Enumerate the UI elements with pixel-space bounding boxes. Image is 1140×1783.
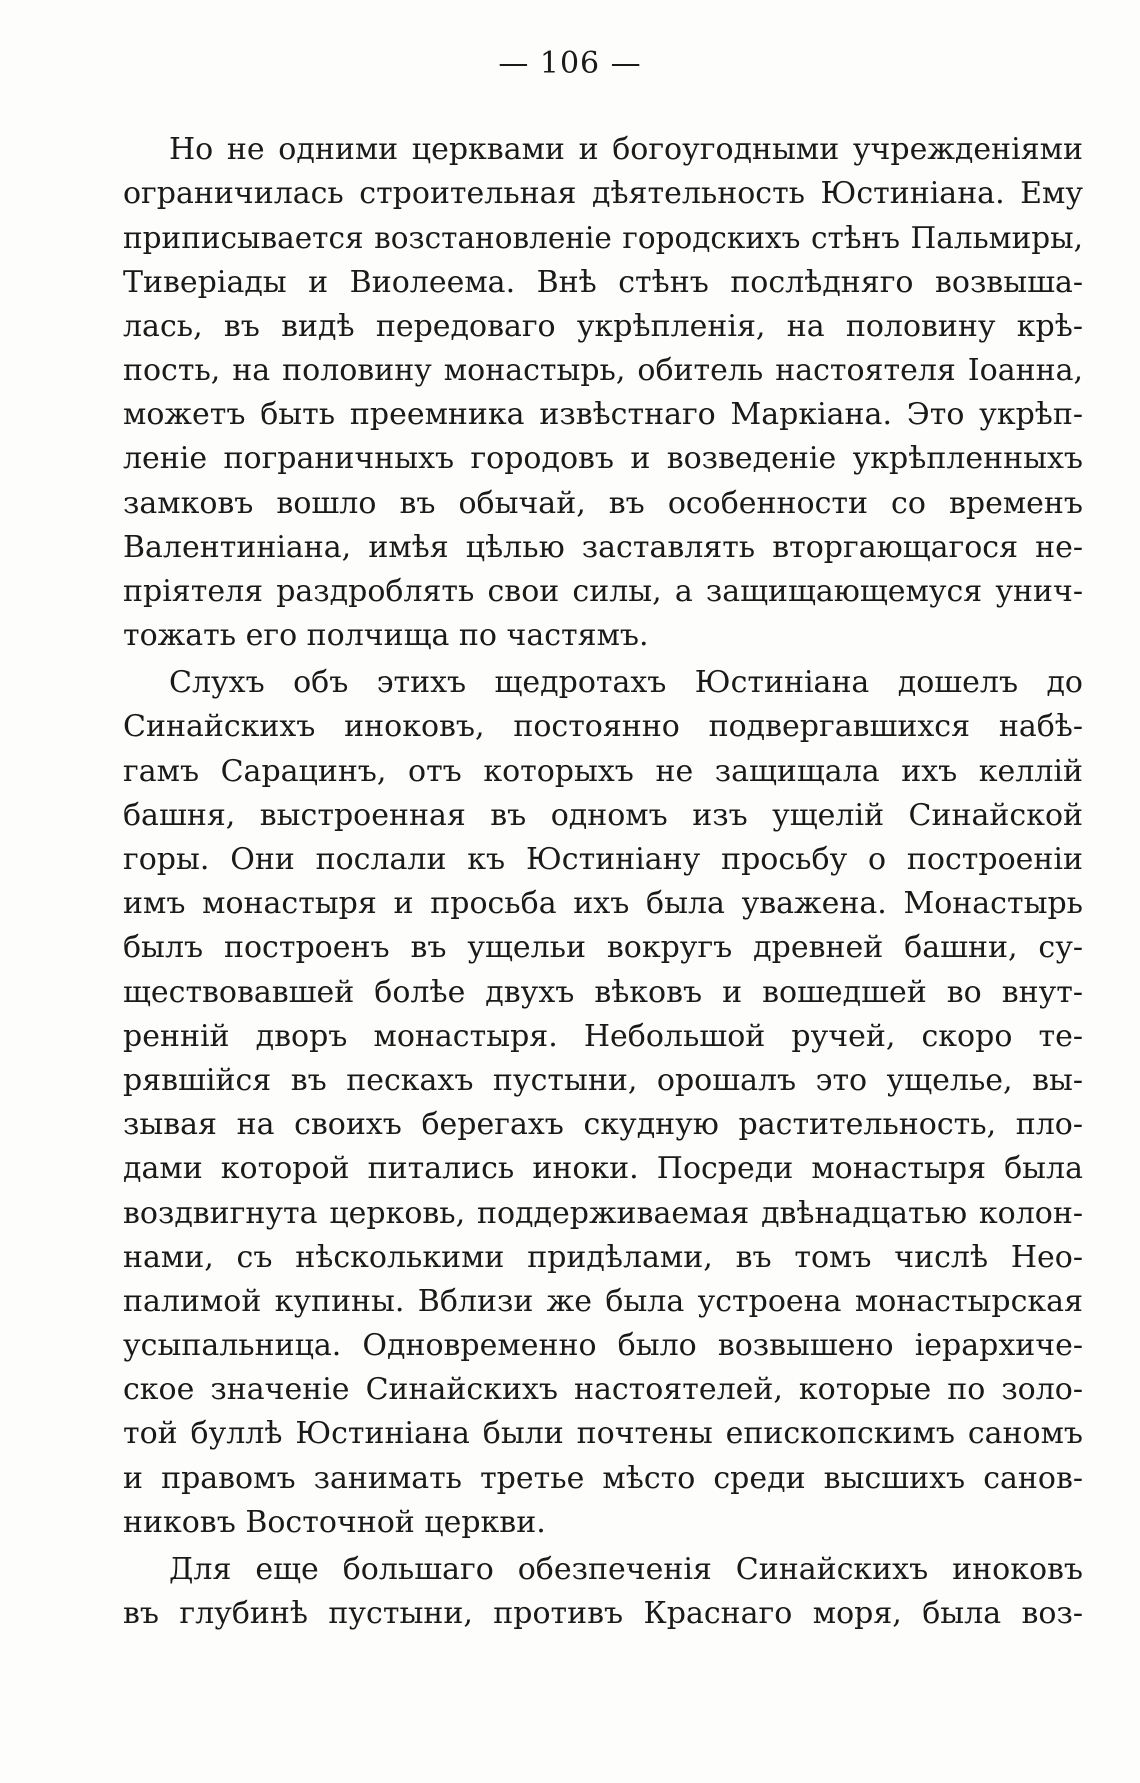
text-line: Синайскихъ иноковъ, постоянно подвергавшихся набѣ- bbox=[123, 709, 1083, 745]
text-line: ское значеніе Синайскихъ настоятелей, которые по золо- bbox=[123, 1372, 1083, 1408]
text-line: башня, выстроенная въ одномъ изъ ущелій Синайской bbox=[123, 797, 1083, 833]
text-line: Тиверіады и Виолеема. Внѣ стѣнъ послѣдняго возвыша- bbox=[123, 264, 1083, 300]
text-line: замковъ вошло въ обычай, въ особенности со временъ bbox=[123, 485, 1083, 521]
text-line: дами которой питались иноки. Посреди монастыря была bbox=[123, 1151, 1083, 1187]
text-line: ограничилась строительная дѣятельность Юстиніана. Ему bbox=[123, 176, 1083, 212]
text-line: Слухъ объ этихъ щедротахъ Юстиніана дошелъ до bbox=[169, 665, 1083, 701]
text-line: той буллѣ Юстиніана были почтены епископскимъ саномъ bbox=[123, 1416, 1083, 1452]
text-line: приписывается возстановленіе городскихъ стѣнъ Пальмиры, bbox=[123, 221, 1083, 256]
text-line: можетъ быть преемника извѣстнаго Маркіана. Это укрѣп- bbox=[123, 397, 1083, 433]
text-line: имъ монастыря и просьба ихъ была уважена. Монастырь bbox=[123, 886, 1083, 922]
text-line: рявшійся въ пескахъ пустыни, орошалъ это ущелье, вы- bbox=[123, 1062, 1083, 1098]
text-line: пость, на половину монастырь, обитель настоятеля Іоанна, bbox=[123, 352, 1083, 388]
text-line: и правомъ занимать третье мѣсто среди высшихъ санов- bbox=[123, 1460, 1083, 1496]
text-line: ществовавшей болѣе двухъ вѣковъ и вошедшей во внут- bbox=[123, 974, 1083, 1010]
text-line: ренній дворъ монастыря. Небольшой ручей, скоро те- bbox=[123, 1018, 1083, 1054]
text-line: былъ построенъ въ ущельи вокругъ древней башни, су- bbox=[123, 930, 1083, 966]
text-line: зывая на своихъ берегахъ скудную растительность, пло- bbox=[123, 1107, 1083, 1143]
text-line: палимой купины. Вблизи же была устроена монастырская bbox=[123, 1283, 1083, 1319]
text-line: Для еще большаго обезпеченія Синайскихъ иноковъ bbox=[169, 1552, 1083, 1587]
text-line: леніе пограничныхъ городовъ и возведеніе укрѣпленныхъ bbox=[123, 441, 1083, 477]
text-line: усыпальница. Одновременно было возвышено іерархиче- bbox=[123, 1328, 1083, 1364]
page-number: — 106 — bbox=[498, 46, 642, 81]
paragraph bbox=[123, 128, 1083, 658]
text-line: гамъ Сарацинъ, отъ которыхъ не защищала ихъ келлій bbox=[123, 753, 1083, 789]
text-line: Но не одними церквами и богоугодными учрежденіями bbox=[169, 132, 1083, 167]
paragraph bbox=[123, 661, 1083, 1545]
text-line: воздвигнута церковь, поддерживаемая двѣнадцатью колон- bbox=[123, 1195, 1083, 1231]
text-line: горы. Они послали къ Юстиніану просьбу о построеніи bbox=[123, 842, 1083, 877]
text-line: никовъ Восточной церкви. bbox=[123, 1504, 546, 1540]
text-line: лась, въ видѣ передоваго укрѣпленія, на половину крѣ- bbox=[123, 308, 1083, 344]
text-line: въ глубинѣ пустыни, противъ Краснаго моря, была воз- bbox=[123, 1596, 1083, 1632]
text-line: Валентиніана, имѣя цѣлью заставлять вторгающагося не- bbox=[123, 529, 1083, 565]
paragraph bbox=[123, 1548, 1083, 1636]
text-line: пріятеля раздроблять свои силы, а защищающемуся унич- bbox=[123, 573, 1083, 609]
text-line: тожать его полчища по частямъ. bbox=[123, 618, 649, 654]
body-text bbox=[123, 128, 1083, 1636]
text-line: нами, съ нѣсколькими придѣлами, въ томъ числѣ Нео- bbox=[123, 1239, 1083, 1275]
